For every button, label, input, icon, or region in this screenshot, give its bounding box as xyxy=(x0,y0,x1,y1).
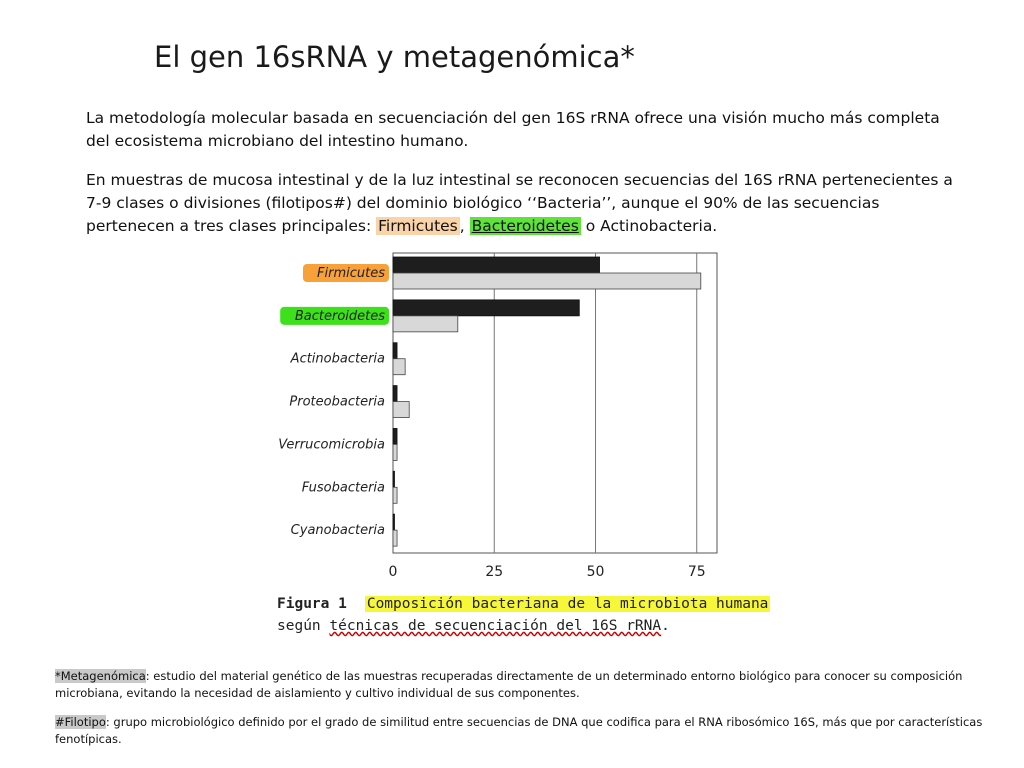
bar-dark-fusobacteria xyxy=(393,471,395,487)
bar-light-bacteroidetes xyxy=(393,316,458,332)
bar-light-verrucomicrobia xyxy=(393,444,397,460)
slide-title: El gen 16sRNA y metagenómica* xyxy=(154,40,635,74)
detail-paragraph-text: En muestras de mucosa intestinal y de la luz intestinal se reconocen secuencias del 16S rRNA pertenecientes a 7-9 clases o divisiones (filotipos#) del dominio biológico ‘‘Bacteria’’, aunque el 90% de las secuencias pertenecen a tres clases principales: xyxy=(86,171,953,235)
bar-light-cyanobacteria xyxy=(393,530,397,546)
figure-label: Figura 1 xyxy=(277,596,347,612)
detail-paragraph-end: o Actinobacteria. xyxy=(580,217,718,235)
category-label-fusobacteria: Fusobacteria xyxy=(301,480,385,496)
bar-dark-verrucomicrobia xyxy=(393,428,397,444)
caption-line-2 xyxy=(277,615,770,637)
category-label-cyanobacteria: Cyanobacteria xyxy=(290,523,385,539)
caption-line-1 xyxy=(277,593,770,615)
category-label-actinobacteria: Actinobacteria xyxy=(290,351,385,367)
bar-dark-cyanobacteria xyxy=(393,514,395,530)
x-tick-label-50: 50 xyxy=(586,564,605,580)
intro-paragraph: La metodología molecular basada en secuenciación del gen 16S rRNA ofrece una visión mucho más completa del ecosistema microbiano del intestino humano. xyxy=(86,109,940,150)
footnote-definition-filotipo: : grupo microbiológico definido por el grado de similitud entre secuencias de DNA que codifica para el RNA ribosómico 16S, más que por características fenotípicas. xyxy=(55,715,983,746)
bar-dark-actinobacteria xyxy=(393,343,397,359)
category-label-proteobacteria: Proteobacteria xyxy=(289,394,385,410)
bar-light-actinobacteria xyxy=(393,359,405,375)
separator-comma: , xyxy=(459,217,470,235)
bar-dark-firmicutes xyxy=(393,257,600,273)
figure-caption xyxy=(277,593,770,637)
detail-paragraph xyxy=(86,169,966,238)
footnote-definition-metagenomica: : estudio del material genético de las muestras recuperadas directamente de un determinado entorno biológico para conocer su composición microbiana, evitando la necesidad de aislamiento y cultivo individual de sus componentes. xyxy=(55,669,963,700)
bacterial-composition-chart xyxy=(270,248,740,583)
caption-line-2-start: según xyxy=(277,618,330,634)
category-label-bacteroidetes: Bacteroidetes xyxy=(294,308,385,324)
footnote-metagenomica xyxy=(55,668,985,702)
bacteroidetes-highlight: Bacteroidetes xyxy=(471,217,579,235)
firmicutes-highlight: Firmicutes xyxy=(378,217,458,235)
x-tick-label-75: 75 xyxy=(687,564,706,580)
bar-dark-proteobacteria xyxy=(393,386,397,402)
footnote-term-filotipo: #Filotipo xyxy=(55,715,106,729)
category-label-firmicutes: Firmicutes xyxy=(317,266,385,281)
x-tick-label-0: 0 xyxy=(388,564,398,580)
footnote-filotipo xyxy=(55,714,985,748)
bar-light-proteobacteria xyxy=(393,402,409,418)
category-label-verrucomicrobia: Verrucomicrobia xyxy=(278,437,385,453)
plot-frame xyxy=(393,253,717,553)
footnote-term-metagenomica: *Metagenómica xyxy=(55,669,146,683)
bar-light-fusobacteria xyxy=(393,487,397,503)
caption-title: Composición bacteriana de la microbiota humana xyxy=(366,596,769,612)
bar-light-firmicutes xyxy=(393,273,701,289)
bar-dark-bacteroidetes xyxy=(393,300,579,316)
caption-line-2-misspelled: técnicas de secuenciación del 16S rRNA xyxy=(329,618,662,634)
x-tick-label-25: 25 xyxy=(485,564,504,580)
caption-line-2-end: . xyxy=(661,618,670,634)
